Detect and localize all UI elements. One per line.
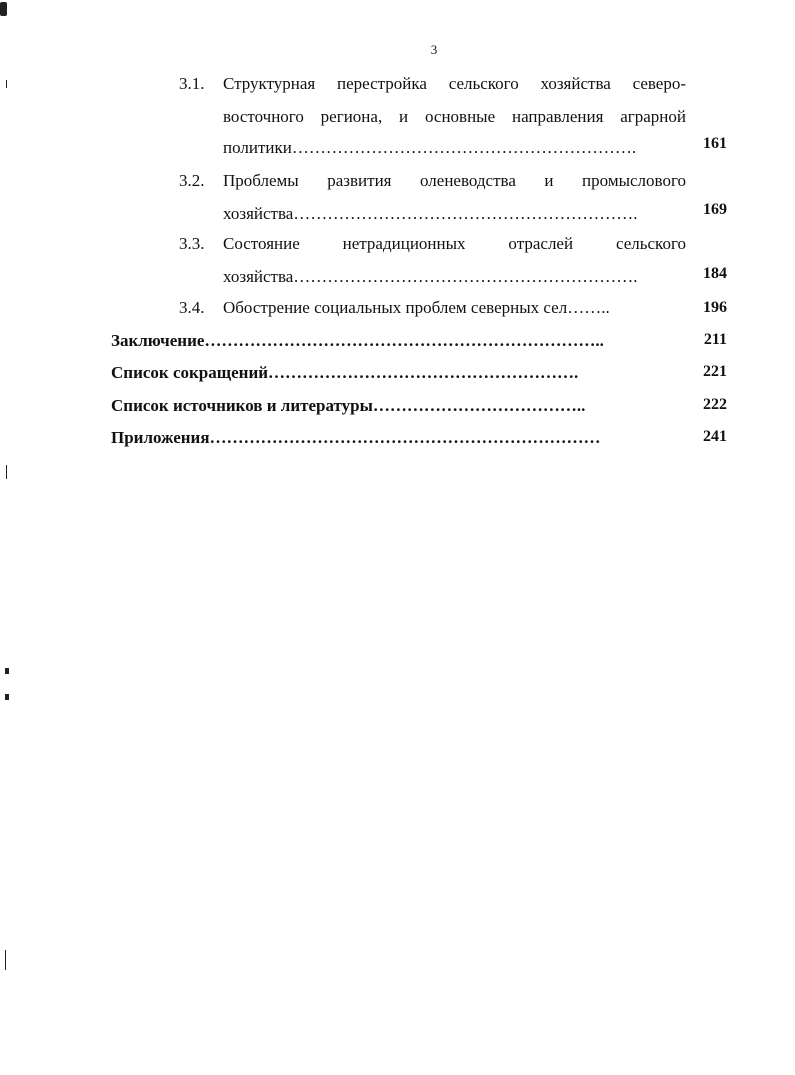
page-ref: 184 xyxy=(703,265,727,282)
chapter-title: Приложения…………………………………………………………… xyxy=(111,428,601,447)
subsection-title-line: Обострение социальных проблем северных сел…….. xyxy=(223,298,610,317)
subsection-title-line: Структурная перестройка сельского хозяйства северо- xyxy=(223,74,686,93)
page-ref: 211 xyxy=(703,331,727,348)
subsection-number: 3.3. xyxy=(179,234,205,253)
subsection-title-line: восточного региона, и основные направления аграрной xyxy=(223,107,686,126)
subsection-title-line: хозяйства……………………………………………………. xyxy=(223,204,638,223)
chapter-title: Список источников и литературы……………………………….. xyxy=(111,396,586,415)
chapter-title: Список сокращений………………………………………………. xyxy=(111,363,579,382)
scan-artifact xyxy=(6,80,7,88)
scan-artifact xyxy=(0,2,7,16)
page-ref: 161 xyxy=(703,135,727,152)
chapter-title: Заключение…………………………………………………………….. xyxy=(111,331,604,350)
scan-artifact xyxy=(6,465,7,479)
page-ref: 221 xyxy=(703,363,727,380)
page-ref: 169 xyxy=(703,201,727,218)
subsection-title-line: Проблемы развития оленеводства и промыслового xyxy=(223,171,686,190)
subsection-number: 3.1. xyxy=(179,74,205,93)
subsection-number: 3.2. xyxy=(179,171,205,190)
page-ref: 196 xyxy=(703,299,727,316)
scan-artifact xyxy=(5,950,6,970)
subsection-title-line: Состояние нетрадиционных отраслей сельского xyxy=(223,234,686,253)
subsection-title-line: политики……………………………………………………. xyxy=(223,138,637,157)
page-number: 3 xyxy=(430,42,438,57)
scan-artifact xyxy=(5,694,9,700)
subsection-title-line: хозяйства……………………………………………………. xyxy=(223,267,638,286)
page-ref: 241 xyxy=(703,428,727,445)
subsection-number: 3.4. xyxy=(179,298,205,317)
scan-artifact xyxy=(5,668,9,674)
page-ref: 222 xyxy=(703,396,727,413)
